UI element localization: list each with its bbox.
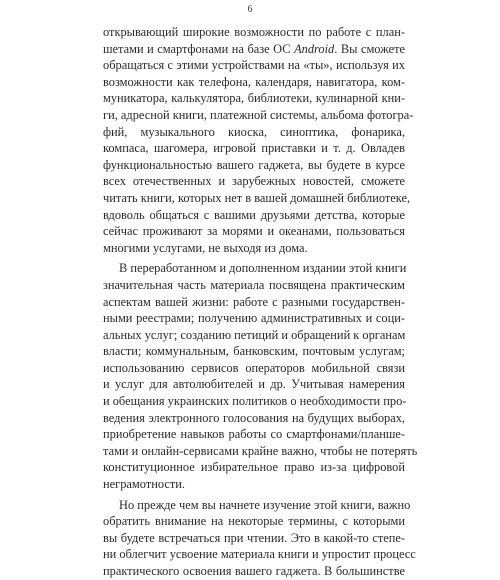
body-text xyxy=(103,24,418,580)
text-line: значительная часть материала посвящена практическим xyxy=(103,277,405,292)
paragraph-1 xyxy=(103,24,414,256)
os-name-italic: Android xyxy=(294,41,335,56)
text-line: обратить внимание на некоторые термины, с которыми xyxy=(103,514,405,529)
text-line: компаса, шагомера, игровой приставки и т. д. Овладев xyxy=(103,141,405,156)
text-line: Но прежде чем вы начнете изучение этой книги, важно xyxy=(119,497,411,512)
text-line: возможности как телефона, календаря, навигатора, ком- xyxy=(103,74,405,89)
text-line: ни облегчит усвоение материала книги и упростит процесс xyxy=(103,547,416,562)
text-line: функциональностью вашего гаджета, вы будете в курсе xyxy=(103,157,405,172)
text-line: обращаться с этими устройствами на «ты», используя их xyxy=(103,58,405,73)
text-line: практического освоения вашего гаджета. В большинстве xyxy=(103,564,405,578)
text-line: вы будете встречаться при чтении. Это в какой-то степе- xyxy=(103,530,405,545)
paragraph-2 xyxy=(103,260,418,492)
text-line: ги, адресной книги, платежной системы, альбома фотогра- xyxy=(103,107,414,122)
text-line: приобретение навыков работы со смартфонами/планше- xyxy=(103,427,405,442)
text-line: читать книги, которых нет в вашей домашней библиотеке, xyxy=(103,190,411,205)
text-line: конституционное избирательное право из-за цифровой xyxy=(103,460,405,475)
text-line: и услуг для автолюбителей и др. Учитывая намерения xyxy=(103,377,405,392)
text-line: использованию сервисов операторов мобильной связи xyxy=(103,360,405,375)
text-line: аспектам вашей жизни: работе с разными государствен- xyxy=(103,294,405,309)
text-line: шетами и смартфонами на базе ОС Android. Вы сможете xyxy=(103,41,406,56)
text-line: альных услуг; созданию петиций и обращений к органам xyxy=(103,327,406,342)
text-line: В переработанном и дополненном издании этой книги xyxy=(119,261,407,276)
text-line: и обещания украинских политиков о необходимости про- xyxy=(103,394,407,409)
text-line: всех отечественных и зарубежных новостей, сможете xyxy=(103,174,405,189)
page-number: 6 xyxy=(247,4,253,15)
paragraph-3 xyxy=(103,497,416,580)
text-line: многими услугами, не выходя из дома. xyxy=(103,240,308,255)
text-line: фий, музыкального киоска, синоптика, фонарика, xyxy=(103,124,405,139)
text-line: власти; коммунальным, банковским, почтовым услугам; xyxy=(103,344,405,359)
text-line: открывающий широкие возможности по работе с план- xyxy=(103,25,405,39)
text-line: ными реестрами; получению административных и соци- xyxy=(103,311,405,326)
text-line: муникатора, калькулятора, библиотеки, кулинарной кни- xyxy=(103,91,405,106)
text-line: ведения электронного голосования на будущих выборах, xyxy=(103,410,405,425)
text-line: неграмотности. xyxy=(103,477,185,492)
text-line: тами и онлайн-сервисами крайне важно, чтобы не потерять xyxy=(103,443,418,458)
text-line: сейчас проживают за морями и океанами, пользоваться xyxy=(103,224,405,239)
text-line: вдоволь общаться с вашими друзьями детства, которые xyxy=(103,207,405,222)
